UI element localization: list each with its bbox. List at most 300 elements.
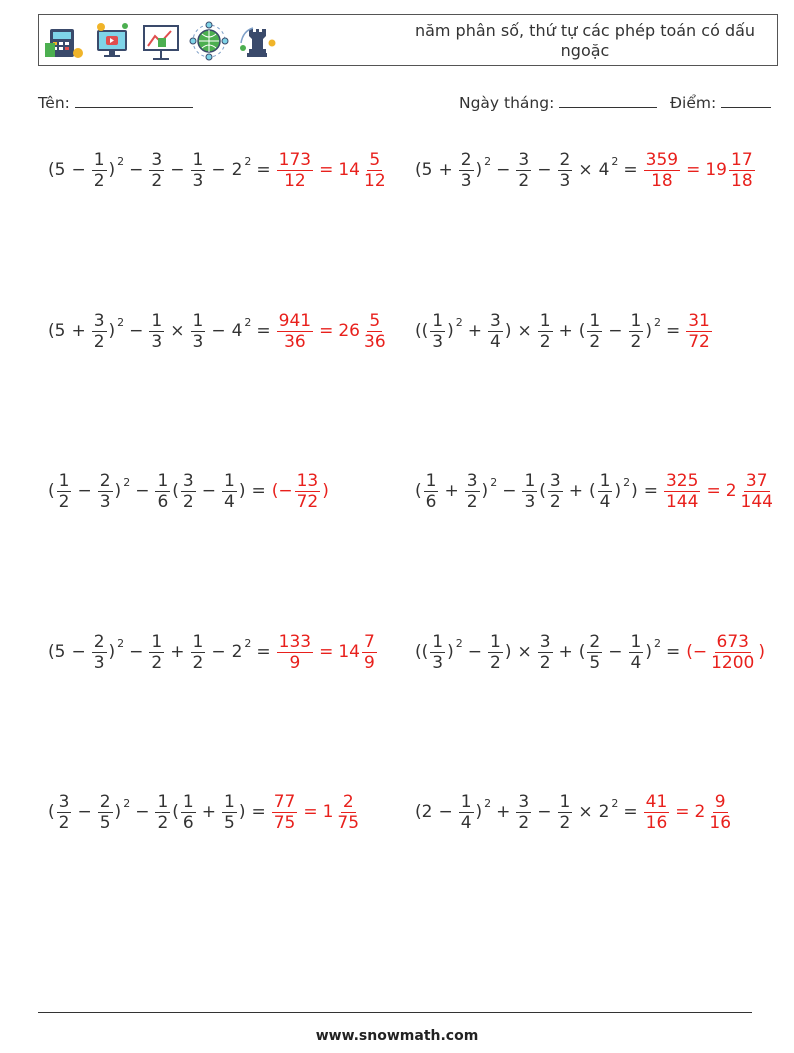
exponent: 2: [123, 796, 131, 810]
numerator: 1: [151, 631, 163, 652]
denominator: 2: [58, 491, 70, 512]
fraction: [739, 471, 775, 512]
term: (: [539, 481, 546, 501]
numerator: 2: [93, 631, 105, 652]
numerator: 1: [223, 791, 235, 812]
fraction: [598, 471, 613, 512]
exponent: 2: [653, 636, 661, 650]
operator: −: [77, 802, 92, 822]
term: 4: [598, 160, 610, 180]
fraction: [459, 150, 474, 191]
operator: −: [77, 481, 92, 501]
term: (−: [271, 481, 293, 501]
exponent: 2: [653, 315, 661, 329]
denominator: 2: [466, 491, 478, 512]
fraction: [629, 632, 644, 673]
denominator: 6: [425, 491, 437, 512]
fraction: [155, 471, 170, 512]
fraction: [191, 311, 206, 352]
fraction: [729, 150, 755, 191]
denominator: 2: [539, 331, 551, 352]
problem-9: [47, 784, 362, 840]
operator: =: [623, 802, 638, 822]
fraction: [362, 311, 388, 352]
numerator: 2: [99, 791, 111, 812]
term: ): [504, 642, 512, 662]
operator: =: [686, 160, 701, 180]
operator: =: [706, 481, 721, 501]
fraction: [558, 792, 573, 833]
fraction: [644, 150, 680, 191]
fraction: [222, 471, 237, 512]
exponent: 2: [117, 636, 125, 650]
fraction: [295, 471, 321, 512]
operator: −: [135, 802, 150, 822]
denominator: 3: [192, 331, 204, 352]
numerator: 3: [518, 149, 530, 170]
operator: −: [502, 481, 517, 501]
fraction: [92, 311, 107, 352]
numerator: 1: [559, 791, 571, 812]
denominator: 72: [688, 331, 710, 352]
operator: +: [444, 481, 459, 501]
fraction: [709, 632, 756, 673]
fraction: [522, 471, 537, 512]
footer-divider: [38, 1012, 752, 1013]
operator: =: [623, 160, 638, 180]
denominator: 2: [182, 491, 194, 512]
fraction: [98, 792, 113, 833]
numerator: 2: [589, 631, 601, 652]
numerator: 173: [278, 149, 312, 170]
presentation-board-icon: [141, 21, 181, 61]
term: ): [645, 642, 652, 662]
term: ): [447, 642, 454, 662]
term: 2: [231, 642, 243, 662]
denominator: 18: [651, 170, 673, 191]
operator: −: [211, 160, 226, 180]
term: (: [172, 802, 179, 822]
numerator: 359: [645, 149, 679, 170]
operator: +: [71, 321, 86, 341]
fraction: [538, 632, 553, 673]
exponent: 2: [611, 796, 619, 810]
fraction: [516, 792, 531, 833]
numerator: 1: [524, 470, 536, 491]
denominator: 6: [182, 812, 194, 833]
denominator: 9: [289, 652, 301, 673]
denominator: 18: [731, 170, 753, 191]
operator: −: [537, 802, 552, 822]
denominator: 2: [518, 170, 530, 191]
denominator: 3: [151, 331, 163, 352]
whole-number: 14: [338, 642, 360, 662]
exponent: 2: [455, 636, 463, 650]
term: ): [614, 481, 622, 501]
fraction: [98, 471, 113, 512]
fraction: [277, 150, 313, 191]
fraction: [149, 632, 164, 673]
operator: ×: [517, 321, 532, 341]
term: (−: [686, 642, 708, 662]
numerator: 3: [182, 470, 194, 491]
operator: −: [71, 642, 86, 662]
numerator: 3: [466, 470, 478, 491]
problem-7: [47, 624, 378, 680]
name-label: Tên:: [38, 94, 70, 112]
problem-8: [414, 624, 766, 680]
fraction: [277, 632, 313, 673]
term: (: [415, 481, 422, 501]
term: ): [108, 321, 116, 341]
term: (5: [415, 160, 433, 180]
denominator: 75: [337, 812, 360, 833]
denominator: 2: [559, 812, 571, 833]
numerator: 1: [460, 791, 472, 812]
term: (: [48, 481, 55, 501]
fraction: [57, 471, 72, 512]
numerator: 1: [58, 470, 70, 491]
term: (: [172, 481, 179, 501]
date-field: [459, 93, 657, 112]
whole-number: 19: [705, 160, 727, 180]
numerator: 3: [93, 310, 105, 331]
denominator: 36: [284, 331, 306, 352]
fraction: [465, 471, 480, 512]
fraction: [181, 792, 196, 833]
operator: ×: [170, 321, 185, 341]
name-field: [38, 93, 193, 112]
term: ((: [415, 642, 429, 662]
numerator: 2: [99, 470, 111, 491]
exponent: 2: [117, 315, 125, 329]
problem-4: [414, 303, 713, 359]
numerator: 1: [630, 631, 642, 652]
fraction: [222, 792, 237, 833]
operator: −: [608, 642, 623, 662]
fraction: [707, 792, 733, 833]
denominator: 36: [364, 331, 386, 352]
monitor-video-icon: [93, 21, 133, 61]
date-label: Ngày tháng:: [459, 94, 555, 112]
denominator: 12: [364, 170, 386, 191]
whole-number: 2: [694, 802, 706, 822]
denominator: 3: [93, 652, 105, 673]
fraction: [516, 150, 531, 191]
calculator-icon: [45, 21, 85, 61]
problem-1: [47, 142, 389, 198]
denominator: 12: [284, 170, 306, 191]
worksheet-title: năm phân số, thứ tự các phép toán có dấu ngoặc: [414, 21, 756, 60]
fraction: [488, 311, 503, 352]
term: ): [108, 642, 116, 662]
numerator: 3: [151, 149, 163, 170]
fraction: [191, 150, 206, 191]
denominator: 144: [740, 491, 773, 512]
term: ): [322, 481, 329, 501]
numerator: 3: [549, 470, 561, 491]
answer: [643, 150, 756, 191]
denominator: 2: [151, 170, 163, 191]
fraction: [277, 311, 313, 352]
denominator: 2: [549, 491, 561, 512]
exponent: 2: [623, 475, 631, 489]
fraction: [664, 471, 700, 512]
score-line: [721, 93, 771, 108]
operator: =: [251, 802, 266, 822]
numerator: 9: [714, 791, 726, 812]
denominator: 16: [709, 812, 732, 833]
operator: =: [319, 160, 334, 180]
fraction: [335, 792, 361, 833]
fraction: [538, 311, 553, 352]
exponent: 2: [455, 315, 463, 329]
term: ): [238, 802, 246, 822]
exponent: 2: [611, 154, 619, 168]
term: ((: [415, 321, 429, 341]
numerator: 2: [559, 149, 571, 170]
operator: =: [319, 642, 334, 662]
numerator: 3: [539, 631, 551, 652]
numerator: 2: [460, 149, 472, 170]
worksheet-header: [38, 14, 778, 66]
whole-number: 2: [725, 481, 737, 501]
name-line: [75, 93, 193, 108]
exponent: 2: [117, 154, 125, 168]
whole-number: 26: [338, 321, 360, 341]
numerator: 941: [278, 310, 312, 331]
denominator: 9: [364, 652, 375, 673]
denominator: 3: [524, 491, 536, 512]
term: ): [114, 802, 122, 822]
operator: −: [537, 160, 552, 180]
fraction: [57, 792, 72, 833]
denominator: 2: [539, 652, 551, 673]
term: 2: [598, 802, 610, 822]
numerator: 17: [731, 149, 753, 170]
numerator: 77: [273, 791, 296, 812]
footer-url: www.snowmath.com: [315, 1028, 479, 1044]
answer: [643, 792, 734, 833]
answer: [276, 150, 389, 191]
term: (: [588, 481, 596, 501]
fraction: [644, 792, 670, 833]
numerator: 133: [278, 631, 312, 652]
numerator: 1: [539, 310, 551, 331]
answer: [271, 471, 330, 512]
numerator: 3: [58, 791, 70, 812]
denominator: 5: [589, 652, 601, 673]
operator: +: [496, 802, 511, 822]
operator: =: [251, 481, 266, 501]
header-icons: [45, 21, 277, 61]
denominator: 72: [296, 491, 319, 512]
score-field: [670, 93, 771, 112]
operator: +: [201, 802, 216, 822]
numerator: 325: [665, 470, 699, 491]
fraction: [587, 632, 602, 673]
operator: −: [129, 160, 144, 180]
operator: ×: [517, 642, 532, 662]
operator: ×: [578, 802, 593, 822]
fraction: [149, 150, 164, 191]
denominator: 2: [151, 652, 163, 673]
denominator: 2: [589, 331, 601, 352]
term: ): [504, 321, 512, 341]
numerator: 1: [192, 149, 204, 170]
denominator: 4: [223, 491, 235, 512]
fraction: [424, 471, 439, 512]
operator: −: [438, 802, 453, 822]
numerator: 1: [489, 631, 501, 652]
denominator: 4: [630, 652, 642, 673]
numerator: 3: [489, 310, 501, 331]
term: ): [475, 802, 483, 822]
term: ): [447, 321, 454, 341]
denominator: 5: [223, 812, 235, 833]
operator: +: [438, 160, 453, 180]
denominator: 4: [599, 491, 611, 512]
denominator: 2: [157, 812, 169, 833]
exponent: 2: [484, 796, 492, 810]
fraction: [272, 792, 298, 833]
problem-5: [47, 463, 330, 519]
fraction: [362, 150, 388, 191]
numerator: 1: [192, 310, 204, 331]
term: (5: [48, 642, 66, 662]
operator: −: [170, 160, 185, 180]
problem-6: [414, 463, 776, 519]
whole-number: 14: [338, 160, 360, 180]
operator: −: [201, 481, 216, 501]
operator: +: [558, 642, 573, 662]
numerator: 1: [157, 791, 169, 812]
numerator: 1: [630, 310, 642, 331]
denominator: 2: [93, 170, 105, 191]
denominator: 1200: [711, 652, 755, 673]
numerator: 1: [599, 470, 611, 491]
denominator: 2: [58, 812, 70, 833]
operator: =: [256, 160, 271, 180]
whole-number: 1: [322, 802, 334, 822]
operator: =: [675, 802, 690, 822]
denominator: 5: [99, 812, 111, 833]
operator: =: [643, 481, 658, 501]
operator: −: [211, 321, 226, 341]
numerator: 673: [716, 631, 749, 652]
exponent: 2: [484, 154, 492, 168]
denominator: 2: [630, 331, 642, 352]
numerator: 37: [745, 470, 768, 491]
fraction: [155, 792, 170, 833]
fraction: [362, 632, 377, 673]
term: 2: [231, 160, 243, 180]
answer: [685, 632, 766, 673]
numerator: 3: [518, 791, 530, 812]
fraction: [149, 311, 164, 352]
denominator: 144: [665, 491, 699, 512]
denominator: 16: [645, 812, 668, 833]
exponent: 2: [244, 315, 252, 329]
numerator: 1: [93, 149, 105, 170]
denominator: 3: [432, 331, 444, 352]
denominator: 2: [93, 331, 105, 352]
operator: −: [135, 481, 150, 501]
operator: −: [608, 321, 623, 341]
answer: [271, 792, 362, 833]
operator: −: [496, 160, 511, 180]
operator: +: [170, 642, 185, 662]
date-line: [559, 93, 657, 108]
term: ): [108, 160, 116, 180]
denominator: 3: [192, 170, 204, 191]
fraction: [430, 311, 445, 352]
term: ): [758, 642, 766, 662]
answer: [685, 311, 713, 352]
numerator: 1: [223, 470, 235, 491]
term: ): [631, 481, 638, 501]
numerator: 2: [342, 791, 354, 812]
operator: +: [568, 481, 583, 501]
operator: −: [211, 642, 226, 662]
fraction: [558, 150, 573, 191]
answer: [663, 471, 776, 512]
denominator: 4: [460, 812, 472, 833]
numerator: 1: [157, 470, 169, 491]
exponent: 2: [490, 475, 498, 489]
numerator: 41: [645, 791, 668, 812]
fraction: [548, 471, 563, 512]
problem-10: [414, 784, 734, 840]
operator: =: [256, 642, 271, 662]
score-label: Điểm:: [670, 94, 717, 112]
term: ): [481, 481, 489, 501]
numerator: 1: [432, 631, 444, 652]
operator: =: [665, 642, 681, 662]
problem-2: [414, 142, 756, 198]
numerator: 1: [182, 791, 194, 812]
denominator: 2: [489, 652, 501, 673]
denominator: 3: [432, 652, 444, 673]
fraction: [629, 311, 644, 352]
denominator: 3: [460, 170, 472, 191]
answer: [276, 311, 389, 352]
term: (: [578, 321, 586, 341]
operator: =: [303, 802, 318, 822]
term: (: [48, 802, 55, 822]
operator: ×: [578, 160, 593, 180]
operator: +: [558, 321, 573, 341]
numerator: 5: [369, 310, 381, 331]
numerator: 1: [432, 310, 444, 331]
term: (2: [415, 802, 433, 822]
operator: =: [665, 321, 681, 341]
denominator: 6: [157, 491, 169, 512]
operator: −: [467, 642, 482, 662]
fraction: [459, 792, 474, 833]
operator: −: [129, 321, 144, 341]
fraction: [92, 150, 107, 191]
numerator: 1: [192, 631, 204, 652]
problem-3: [47, 303, 389, 359]
denominator: 2: [192, 652, 204, 673]
numerator: 31: [688, 310, 710, 331]
numerator: 5: [369, 149, 381, 170]
numerator: 1: [151, 310, 163, 331]
operator: −: [129, 642, 144, 662]
operator: −: [71, 160, 86, 180]
denominator: 4: [489, 331, 501, 352]
